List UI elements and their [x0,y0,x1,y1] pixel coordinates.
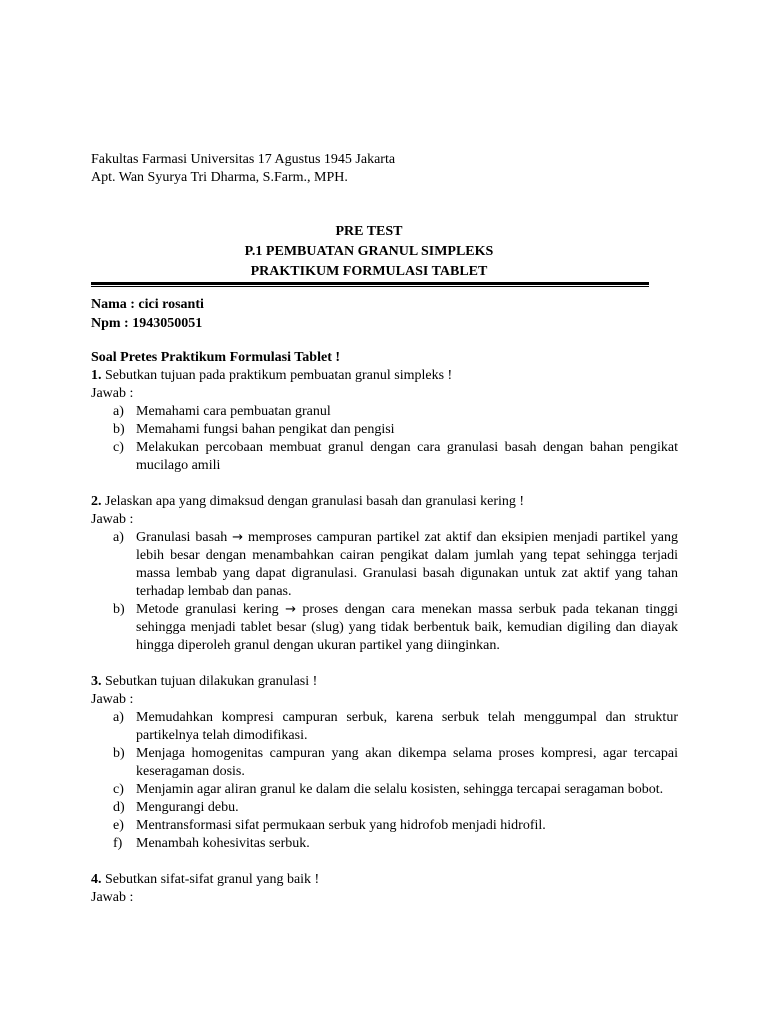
answer-text: Memahami cara pembuatan granul [136,404,331,419]
answer-text: memproses campuran partikel zat aktif dan eksipien menjadi partikel yang lebih besar dengan menambahkan cairan pengikat dalam jumlah yang tepat sehingga terjadi massa lembab yang dapat digranulasi. Granulasi basah digunakan untuk zat aktif yang tahan terhadap lembab dan panas. [136,530,678,599]
answer-list-1 [91,403,678,475]
answer-label: Jawab : [91,512,134,527]
answer-letter: e) [113,818,124,833]
answer-item [91,745,678,781]
answer-text: Menjamin agar aliran granul ke dalam die selalu kosisten, sehingga tercapai seragaman bobot. [136,782,664,797]
spacer [91,475,678,493]
answer-item [91,799,678,817]
question-text: Sebutkan sifat-sifat granul yang baik ! [101,872,320,887]
answer-label: Jawab : [91,386,134,401]
answer-item [91,529,678,601]
questions-section [91,349,678,907]
answer-letter: b) [113,602,125,617]
question-number: 1. [91,368,102,383]
answer-item [91,439,678,475]
right-arrow-icon: → [232,530,244,545]
spacer [91,853,678,871]
answer-label: Jawab : [91,890,134,905]
lecturer-line: Apt. Wan Syurya Tri Dharma, S.Farm., MPH. [91,170,348,185]
answer-text: Melakukan percobaan membuat granul dengan cara granulasi basah dengan bahan pengikat mucilago amili [136,440,678,473]
question-4 [91,871,678,889]
question-text: Sebutkan tujuan pada praktikum pembuatan granul simpleks ! [101,368,453,383]
answer-text: Memahami fungsi bahan pengikat dan pengisi [136,422,395,437]
question-3 [91,673,678,691]
answer-item [91,817,678,835]
question-2 [91,493,678,511]
title-topic: P.1 PEMBUATAN GRANUL SIMPLEKS [244,244,494,259]
student-npm: Npm : 1943050051 [91,316,203,331]
answer-list-3 [91,709,678,853]
answer-text: Menjaga homogenitas campuran yang akan dikempa selama proses kompresi, agar tercapai keseragaman dosis. [136,746,678,779]
answer-letter: d) [113,800,125,815]
answer-item [91,781,678,799]
question-1 [91,367,678,385]
answer-letter: b) [113,746,125,761]
document-header [91,151,395,187]
answer-list-2 [91,529,678,655]
right-arrow-icon: → [285,602,297,617]
answer-item [91,709,678,745]
question-number: 4. [91,872,102,887]
answer-term: Granulasi basah [136,530,233,545]
answer-item [91,835,678,853]
question-number: 2. [91,494,102,509]
title-block [91,222,647,282]
title-pre-test: PRE TEST [335,224,403,239]
answer-text: proses dengan cara menekan massa serbuk pada tekanan tinggi sehingga menjadi tablet besar (slug) yang tidak berbentuk baik, kemudian digiling dan diayak hingga diperoleh granul dengan ukuran partikel yang diinginkan. [136,602,678,653]
answer-letter: a) [113,710,124,725]
title-course: PRAKTIKUM FORMULASI TABLET [250,264,488,279]
answer-text: Mengurangi debu. [136,800,239,815]
title-divider-thin [91,286,649,287]
answer-letter: a) [113,404,124,419]
spacer [91,655,678,673]
question-text: Sebutkan tujuan dilakukan granulasi ! [101,674,318,689]
answer-letter: a) [113,530,124,545]
answer-text: Mentransformasi sifat permukaan serbuk yang hidrofob menjadi hidrofil. [136,818,546,833]
faculty-line: Fakultas Farmasi Universitas 17 Agustus 1945 Jakarta [91,152,396,167]
student-name: Nama : cici rosanti [91,297,204,312]
answer-letter: b) [113,422,125,437]
answer-item [91,403,678,421]
answer-label: Jawab : [91,692,134,707]
answer-letter: c) [113,440,124,455]
answer-item [91,601,678,655]
answer-term: Metode granulasi kering [136,602,286,617]
answer-item [91,421,678,439]
answer-text: Menambah kohesivitas serbuk. [136,836,310,851]
student-info [91,295,204,333]
question-text: Jelaskan apa yang dimaksud dengan granulasi basah dan granulasi kering ! [101,494,525,509]
title-divider-thick [91,282,649,285]
answer-letter: c) [113,782,124,797]
answer-text: Memudahkan kompresi campuran serbuk, karena serbuk telah menggumpal dan struktur partikelnya telah dimodifikasi. [136,710,678,743]
questions-heading: Soal Pretes Praktikum Formulasi Tablet ! [91,350,341,365]
question-number: 3. [91,674,102,689]
answer-letter: f) [113,836,123,851]
